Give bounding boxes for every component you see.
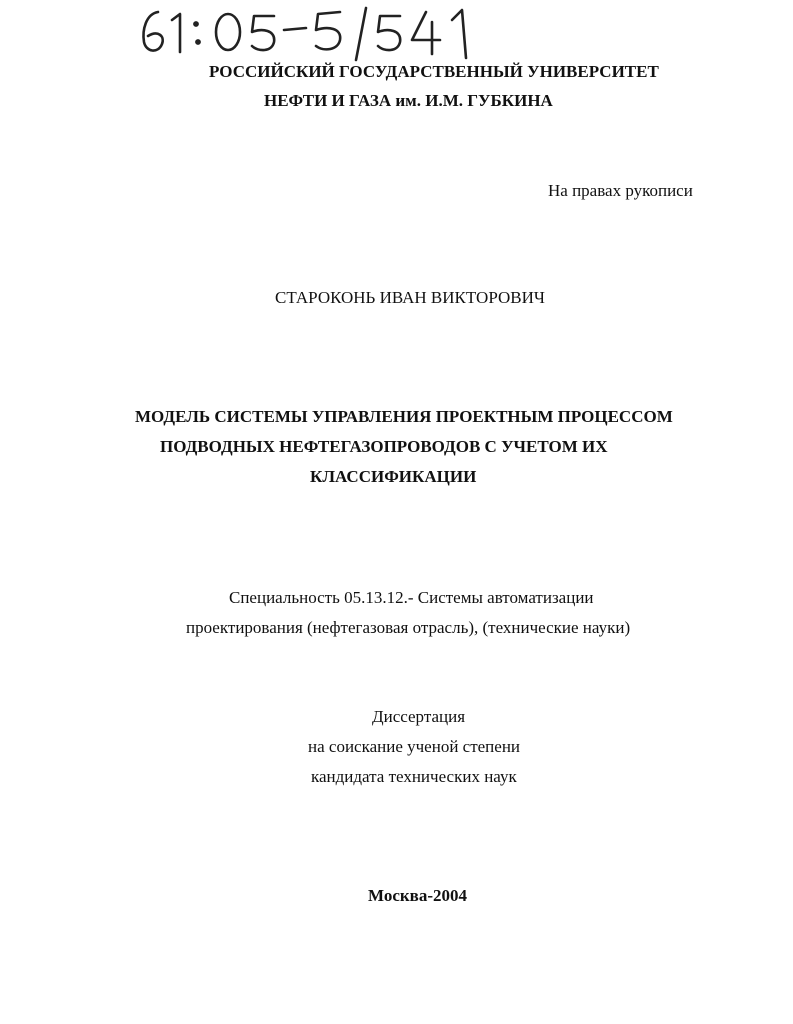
title-line3: КЛАССИФИКАЦИИ xyxy=(310,467,477,486)
university-name-line1: РОССИЙСКИЙ ГОСУДАРСТВЕННЫЙ УНИВЕРСИТЕТ xyxy=(209,62,659,81)
university-name-line2: НЕФТИ И ГАЗА им. И.М. ГУБКИНА xyxy=(264,91,553,110)
dissertation-line1: Диссертация xyxy=(372,707,466,726)
dissertation-line2: на соискание ученой степени xyxy=(308,737,521,756)
specialty-line1: Специальность 05.13.12.- Системы автоматизации xyxy=(229,588,594,607)
title-line2: ПОДВОДНЫХ НЕФТЕГАЗОПРОВОДОВ С УЧЕТОМ ИХ xyxy=(160,437,608,456)
place-year: Москва-2004 xyxy=(368,886,468,905)
handwritten-archive-mark xyxy=(128,0,488,64)
rights-note: На правах рукописи xyxy=(548,181,693,200)
author-name: СТАРОКОНЬ ИВАН ВИКТОРОВИЧ xyxy=(275,288,545,307)
title-line1: МОДЕЛЬ СИСТЕМЫ УПРАВЛЕНИЯ ПРОЕКТНЫМ ПРОЦЕССОМ xyxy=(135,407,673,426)
dissertation-line3: кандидата технических наук xyxy=(311,767,517,786)
specialty-line2: проектирования (нефтегазовая отрасль), (технические науки) xyxy=(186,618,631,637)
